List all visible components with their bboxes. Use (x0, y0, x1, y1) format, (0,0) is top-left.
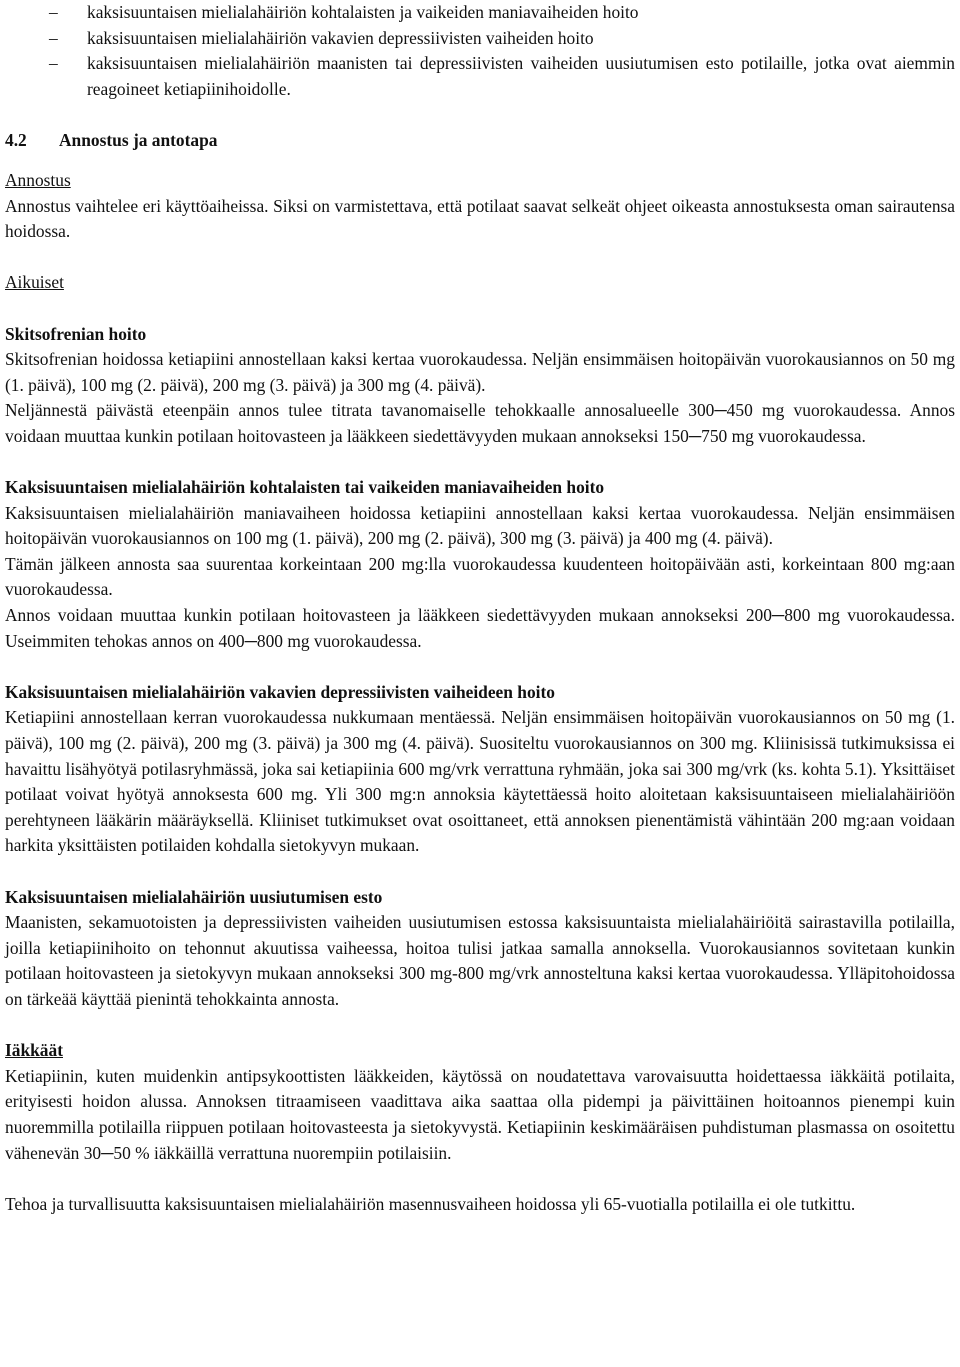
list-item (5, 0, 955, 26)
bullet-dash: – (49, 2, 58, 22)
bullet-dash: – (49, 27, 58, 48)
list-item (5, 51, 955, 102)
recurrence-heading: Kaksisuuntaisen mielialahäiriön uusiutumisen esto (5, 886, 383, 907)
schizophrenia-heading: Skitsofrenian hoito (5, 323, 147, 344)
elderly-paragraph: Tehoa ja turvallisuutta kaksisuuntaisen mielialahäiriön masennusvaiheen hoidossa yli 65-vuotialla potilailla ei ole tutkittu. (5, 1193, 856, 1214)
elderly-heading: Iäkkäät (5, 1040, 63, 1061)
elderly-paragraph: Ketiapiinin, kuten muidenkin antipsykoottisten lääkkeiden, käytössä on noudatettava varovaisuutta hoidettaessa iäkkäitä potilaita, erityisesti hoidon alussa. Annoksen titraamiseen vaadittava aika saattaa olla pidempi ja päivittäinen hoitoannos pienempi kuin nuoremmilla potilailla riippuen potilaan hoitovasteesta ja sietokyvystä. Ketiapiinin keskimääräisen puhdistuman plasmassa on osoitettu vähenevän 30─50 % iäkkäillä verrattuna nuorempiin potilaisiin. (5, 1065, 955, 1163)
dosage-heading: Annostus (5, 169, 71, 190)
depression-heading: Kaksisuuntaisen mielialahäiriön vakavien depressiivisten vaiheideen hoito (5, 681, 555, 702)
schizophrenia-paragraph: Neljännestä päivästä eteenpäin annos tulee titrata tavanomaiselle tehokkaalle annosalueelle 300─450 mg vuorokaudessa. Annos voidaan muuttaa kunkin potilaan hoitovasteen ja lääkkeen siedettävyyden mukaan annokseksi 150─750 mg vuorokaudessa. (5, 400, 955, 446)
mania-paragraph: Kaksisuuntaisen mielialahäiriön maniavaiheen hoidossa ketiapiini annostellaan kaksi kertaa vuorokaudessa. Neljän ensimmäisen hoitopäivän vuorokausiannos on 100 mg (1. päivä), 200 mg (2. päivä), 300 mg (3. päivä) ja 400 mg (4. päivä). (5, 502, 955, 549)
document-page (5, 0, 955, 1217)
section-heading (5, 128, 955, 154)
list-item-text: kaksisuuntaisen mielialahäiriön vakavien depressiivisten vaiheiden hoito (87, 27, 594, 48)
mania-paragraph: Tämän jälkeen annosta saa suurentaa korkeintaan 200 mg:lla vuorokaudessa kuudenteen hoitopäivään asti, korkeintaan 800 mg:aan vuorokaudessa. (5, 553, 955, 600)
list-item-text: kaksisuuntaisen mielialahäiriön kohtalaisten ja vaikeiden maniavaiheiden hoito (87, 2, 639, 22)
bullet-dash: – (49, 53, 58, 74)
mania-paragraph: Annos voidaan muuttaa kunkin potilaan hoitovasteen ja lääkkeen siedettävyyden mukaan annokseksi 200─800 mg vuorokaudessa. Useimmiten tehokas annos on 400─800 mg vuorokaudessa. (5, 605, 955, 651)
adults-heading: Aikuiset (5, 272, 64, 293)
section-number: 4.2 (5, 130, 27, 151)
indication-list (5, 0, 955, 102)
schizophrenia-paragraph: Skitsofrenian hoidossa ketiapiini annostellaan kaksi kertaa vuorokaudessa. Neljän ensimmäisen hoitopäivän vuorokausiannos on 50 mg (1. päivä), 100 mg (2. päivä), 200 mg (3. päivä) ja 300 mg (4. päivä). (5, 349, 955, 395)
section-title: Annostus ja antotapa (59, 130, 218, 151)
depression-paragraph: Ketiapiini annostellaan kerran vuorokaudessa nukkumaan mentäessä. Neljän ensimmäisen hoitopäivän vuorokausiannos on 50 mg (1. päivä), 100 mg (2. päivä), 200 mg (3. päivä) ja 300 mg (4. päivä). Suositeltu vuorokausiannos on 300 mg. Kliinisissä tutkimuksissa ei havaittu lisähyötyä potilasryhmässä, joka sai ketiapiinia 600 mg/vrk verrattuna ryhmään, joka sai 300 mg/vrk (ks. kohta 5.1). Yksittäiset potilaat voivat hyötyä annoksesta 600 mg. Yli 300 mg:n annoksia käytettäessä hoito aloitetaan kaksisuuntaiseen mielialahäiriöön perehtyneen lääkärin määräyksellä. Kliiniset tutkimukset ovat osoittaneet, että annoksen pienentämistä vähintään 200 mg:aan voidaan harkita yksittäisten potilaiden kohdalla sietokyvyn mukaan. (5, 707, 955, 856)
dosage-text: Annostus vaihtelee eri käyttöaiheissa. Siksi on varmistettava, että potilaat saavat selkeät ohjeet oikeasta annostuksesta oman sairautensa hoidossa. (5, 195, 955, 242)
list-item-text: kaksisuuntaisen mielialahäiriön maanisten tai depressiivisten vaiheiden uusiutumisen esto potilaille, jotka ovat aiemmin reagoineet ketiapiinihoidolle. (87, 53, 955, 99)
mania-heading: Kaksisuuntaisen mielialahäiriön kohtalaisten tai vaikeiden maniavaiheiden hoito (5, 477, 605, 498)
list-item (5, 26, 955, 52)
recurrence-paragraph: Maanisten, sekamuotoisten ja depressiivisten vaiheiden uusiutumisen estossa kaksisuuntaista mielialahäiriöitä sairastavilla potilailla, joilla ketiapiinihoito on tehonnut akuutissa vaiheessa, hoitoa tulisi jatkaa samalla annoksella. Vuorokausiannos sovitetaan kunkin potilaan hoitovasteen ja sietokyvyn mukaan annokseksi 300 mg-800 mg/vrk annosteltuna kaksi kertaa vuorokaudessa. Ylläpitohoidossa on tärkeää käyttää pienintä tehokkainta annosta. (5, 912, 955, 1009)
